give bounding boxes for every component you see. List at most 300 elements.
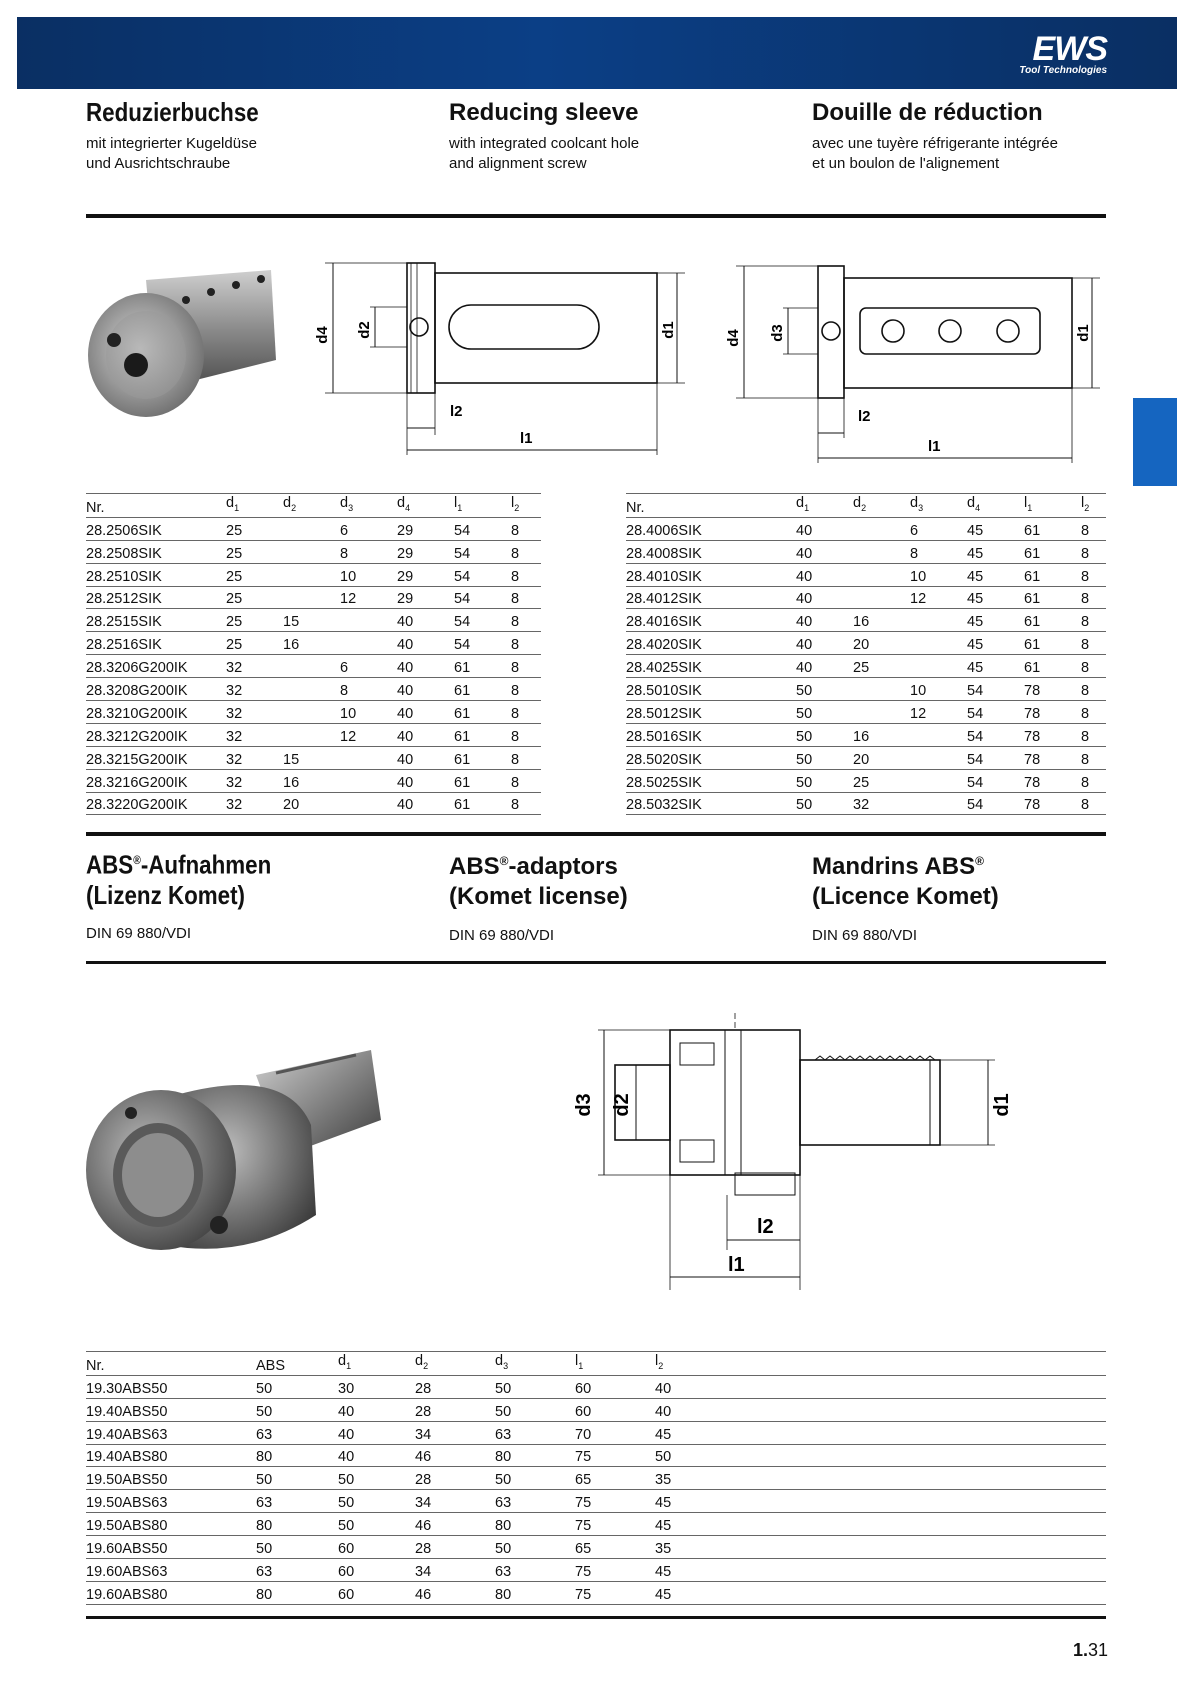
- table-cell: 34: [415, 1559, 495, 1582]
- brand-tagline: Tool Technologies: [1019, 65, 1107, 76]
- table-cell: 54: [967, 746, 1024, 769]
- col-l2: $l_2$: [511, 494, 541, 518]
- table-cell: 28.2506SIK: [86, 517, 226, 540]
- table-cell: 61: [454, 746, 511, 769]
- table-row: [626, 769, 1106, 792]
- table-cell: 32: [226, 701, 283, 724]
- section2-title-en: ABS®-adaptors: [449, 853, 618, 880]
- section2-en: [449, 846, 628, 946]
- drawing-a-d4: d4: [314, 326, 331, 344]
- table-cell: 80: [495, 1581, 575, 1604]
- table-cell: [853, 701, 910, 724]
- table-cell: 25: [853, 655, 910, 678]
- table-row: [86, 1444, 1106, 1467]
- table-cell: 54: [454, 632, 511, 655]
- table-cell: 10: [340, 701, 397, 724]
- section1-title-fr: Douille de réduction: [812, 99, 1043, 126]
- table-cell: 45: [655, 1513, 1106, 1536]
- table-cell: 75: [575, 1581, 655, 1604]
- table-cell: 54: [454, 517, 511, 540]
- table-cell: 63: [256, 1421, 338, 1444]
- table-cell: 54: [967, 723, 1024, 746]
- table-cell: [910, 723, 967, 746]
- table-row: [86, 769, 541, 792]
- table-cell: 25: [226, 563, 283, 586]
- table-row: [86, 1398, 1106, 1421]
- table-cell: 61: [1024, 609, 1081, 632]
- table-row: [86, 609, 541, 632]
- table-cell: 61: [1024, 632, 1081, 655]
- col-d2: $d_2$: [853, 494, 910, 518]
- section2-rule: [86, 961, 1106, 964]
- table-cell: 54: [967, 769, 1024, 792]
- table-cell: 50: [256, 1536, 338, 1559]
- section2-title2-de: (Lizenz Komet): [86, 879, 246, 910]
- ews-logo: [1019, 31, 1107, 76]
- table-cell: [910, 792, 967, 815]
- table-cell: 28.4010SIK: [626, 563, 796, 586]
- table-cell: [283, 517, 340, 540]
- abs-adaptor-table: [86, 1351, 1106, 1605]
- table-cell: 60: [575, 1375, 655, 1398]
- col-d4: $d_4$: [397, 494, 454, 518]
- table-cell: 8: [1081, 586, 1106, 609]
- table-row: [86, 701, 541, 724]
- table-cell: 19.40ABS80: [86, 1444, 256, 1467]
- table-cell: 28: [415, 1398, 495, 1421]
- table-cell: 54: [967, 701, 1024, 724]
- table-cell: 50: [338, 1513, 415, 1536]
- section2-de: [86, 845, 301, 944]
- table-cell: 45: [655, 1559, 1106, 1582]
- table-row: [86, 1513, 1106, 1536]
- section2-fr: [812, 846, 999, 946]
- section1-title-de: Reduzierbuchse: [86, 97, 259, 127]
- table-cell: 28.3212G200IK: [86, 723, 226, 746]
- table-cell: 32: [226, 746, 283, 769]
- table-row: [626, 609, 1106, 632]
- col-d3: $d_3$: [495, 1352, 575, 1376]
- table-cell: 35: [655, 1467, 1106, 1490]
- table-cell: 8: [340, 678, 397, 701]
- table-cell: 8: [1081, 540, 1106, 563]
- table-cell: [910, 632, 967, 655]
- table-cell: 8: [511, 723, 541, 746]
- table-cell: 12: [340, 586, 397, 609]
- table-cell: 34: [415, 1421, 495, 1444]
- table-cell: 50: [796, 723, 853, 746]
- table-cell: [853, 517, 910, 540]
- table-row: [86, 1375, 1106, 1398]
- section2-title-de: ABS®-Aufnahmen: [86, 849, 272, 880]
- table-cell: 8: [511, 632, 541, 655]
- table-cell: 28.4008SIK: [626, 540, 796, 563]
- table-cell: 8: [511, 540, 541, 563]
- table-cell: 60: [338, 1581, 415, 1604]
- table-cell: 8: [511, 746, 541, 769]
- table-cell: 61: [454, 769, 511, 792]
- table-cell: 61: [454, 792, 511, 815]
- col-nr: Nr.: [86, 494, 226, 518]
- table-cell: 61: [454, 701, 511, 724]
- table-cell: 28.2512SIK: [86, 586, 226, 609]
- table-cell: 32: [226, 792, 283, 815]
- table-cell: 16: [283, 769, 340, 792]
- table-row: [626, 586, 1106, 609]
- col-abs: ABS: [256, 1352, 338, 1376]
- table-cell: 8: [1081, 723, 1106, 746]
- table-cell: 45: [967, 609, 1024, 632]
- abs-adaptor-drawing: [540, 1005, 1040, 1290]
- drawing-b-d3: d3: [769, 324, 786, 342]
- table-cell: 40: [397, 746, 454, 769]
- table-cell: 28.2516SIK: [86, 632, 226, 655]
- table-cell: 40: [655, 1398, 1106, 1421]
- col-nr: Nr.: [86, 1352, 256, 1376]
- table-cell: 78: [1024, 769, 1081, 792]
- table-cell: 25: [853, 769, 910, 792]
- section1-line1-de: mit integrierter Kugeldüse: [86, 135, 257, 152]
- table-cell: 40: [397, 632, 454, 655]
- table-cell: 45: [655, 1421, 1106, 1444]
- section1-rule: [86, 214, 1106, 218]
- table-cell: 60: [338, 1536, 415, 1559]
- section1-fr: [812, 98, 1058, 174]
- col-l1: $l_1$: [575, 1352, 655, 1376]
- drawing-c-d2: d2: [611, 1093, 633, 1117]
- table-cell: 6: [340, 655, 397, 678]
- table-cell: 40: [338, 1398, 415, 1421]
- table-cell: 8: [511, 609, 541, 632]
- table-cell: 60: [575, 1398, 655, 1421]
- table-cell: 25: [226, 632, 283, 655]
- table-cell: 54: [967, 792, 1024, 815]
- col-l2: $l_2$: [1081, 494, 1106, 518]
- table-cell: 8: [1081, 792, 1106, 815]
- table-cell: 78: [1024, 723, 1081, 746]
- table-cell: [283, 540, 340, 563]
- col-l1: $l_1$: [1024, 494, 1081, 518]
- table-cell: 65: [575, 1536, 655, 1559]
- table-cell: 75: [575, 1444, 655, 1467]
- table-cell: 50: [495, 1398, 575, 1421]
- table-row: [86, 586, 541, 609]
- table-cell: 29: [397, 563, 454, 586]
- brand-name: EWS: [1032, 30, 1107, 68]
- table-cell: 8: [1081, 609, 1106, 632]
- col-d1: $d_1$: [796, 494, 853, 518]
- table-cell: 28.3216G200IK: [86, 769, 226, 792]
- table-cell: 28.5016SIK: [626, 723, 796, 746]
- table-cell: 8: [511, 563, 541, 586]
- table-cell: 34: [415, 1490, 495, 1513]
- table-cell: 28: [415, 1375, 495, 1398]
- table-row: [626, 723, 1106, 746]
- table-cell: 40: [397, 723, 454, 746]
- bottom-rule: [86, 1616, 1106, 1619]
- table-cell: 28.4020SIK: [626, 632, 796, 655]
- table-cell: 50: [338, 1490, 415, 1513]
- drawing-b-l2: l2: [858, 408, 871, 425]
- table-cell: 40: [397, 769, 454, 792]
- table-cell: 61: [454, 723, 511, 746]
- reducing-sleeve-photo: [86, 270, 276, 430]
- table-cell: 45: [967, 563, 1024, 586]
- table-cell: 8: [1081, 769, 1106, 792]
- table-cell: [283, 678, 340, 701]
- col-l1: $l_1$: [454, 494, 511, 518]
- table-cell: 8: [511, 701, 541, 724]
- table-cell: 28.5032SIK: [626, 792, 796, 815]
- table-row: [86, 1467, 1106, 1490]
- table-cell: 16: [853, 723, 910, 746]
- section1-en: [449, 98, 639, 174]
- table-cell: 78: [1024, 678, 1081, 701]
- table-cell: 45: [967, 655, 1024, 678]
- table-cell: 19.60ABS80: [86, 1581, 256, 1604]
- table-cell: 8: [340, 540, 397, 563]
- table-cell: 15: [283, 609, 340, 632]
- table-cell: 29: [397, 517, 454, 540]
- table-header-row: [86, 494, 541, 518]
- table-cell: 19.40ABS63: [86, 1421, 256, 1444]
- section1-line2-en: and alignment screw: [449, 155, 587, 172]
- table-row: [86, 792, 541, 815]
- table-row: [626, 792, 1106, 815]
- table-cell: 54: [454, 609, 511, 632]
- section1-de: [86, 97, 287, 174]
- table-cell: [283, 701, 340, 724]
- reducing-sleeve-drawing-b: [725, 258, 1103, 468]
- table-cell: 78: [1024, 701, 1081, 724]
- table-cell: 50: [256, 1398, 338, 1421]
- table-row: [86, 540, 541, 563]
- table-cell: 8: [511, 586, 541, 609]
- table-cell: 8: [511, 678, 541, 701]
- table-cell: [283, 563, 340, 586]
- table-cell: 50: [796, 769, 853, 792]
- table-cell: 50: [796, 678, 853, 701]
- table-cell: 8: [511, 517, 541, 540]
- table-row: [86, 1559, 1106, 1582]
- table-cell: 40: [338, 1421, 415, 1444]
- table-cell: 25: [226, 540, 283, 563]
- table-row: [86, 632, 541, 655]
- table-cell: 19.50ABS80: [86, 1513, 256, 1536]
- table-cell: 20: [853, 746, 910, 769]
- col-d2: $d_2$: [283, 494, 340, 518]
- table-cell: 6: [910, 517, 967, 540]
- table-cell: [853, 540, 910, 563]
- table-cell: 45: [967, 632, 1024, 655]
- table-cell: 54: [967, 678, 1024, 701]
- table-cell: 50: [796, 701, 853, 724]
- table-cell: 25: [226, 517, 283, 540]
- table-cell: [910, 609, 967, 632]
- table-row: [86, 723, 541, 746]
- table-cell: 8: [1081, 701, 1106, 724]
- table-cell: 30: [338, 1375, 415, 1398]
- table-cell: 28.4006SIK: [626, 517, 796, 540]
- table-cell: 63: [495, 1559, 575, 1582]
- table-cell: 29: [397, 540, 454, 563]
- table-cell: 28.5010SIK: [626, 678, 796, 701]
- table-cell: 45: [655, 1490, 1106, 1513]
- drawing-c-l1: l1: [728, 1254, 745, 1276]
- table-row: [86, 655, 541, 678]
- table-cell: 40: [338, 1444, 415, 1467]
- table-cell: 75: [575, 1490, 655, 1513]
- table-cell: 19.50ABS50: [86, 1467, 256, 1490]
- table-cell: 40: [796, 609, 853, 632]
- table-cell: 45: [967, 586, 1024, 609]
- reducing-sleeve-table-right: [626, 493, 1106, 815]
- table-cell: 65: [575, 1467, 655, 1490]
- section1-line1-en: with integrated coolcant hole: [449, 135, 640, 152]
- table-cell: 28.3206G200IK: [86, 655, 226, 678]
- table-cell: 8: [511, 655, 541, 678]
- table-cell: [340, 792, 397, 815]
- col-d1: $d_1$: [338, 1352, 415, 1376]
- header-banner: [17, 17, 1177, 89]
- table-cell: 8: [1081, 746, 1106, 769]
- table-cell: 50: [338, 1467, 415, 1490]
- table-row: [626, 655, 1106, 678]
- table-cell: 15: [283, 746, 340, 769]
- table-cell: 40: [796, 517, 853, 540]
- table-cell: 10: [340, 563, 397, 586]
- section2-sub-en: DIN 69 880/VDI: [449, 927, 555, 944]
- table-cell: 61: [454, 655, 511, 678]
- table-row: [86, 1421, 1106, 1444]
- table-cell: 19.60ABS63: [86, 1559, 256, 1582]
- table-cell: 80: [256, 1581, 338, 1604]
- table-row: [86, 517, 541, 540]
- col-l2: $l_2$: [655, 1352, 1106, 1376]
- table-cell: 28.2515SIK: [86, 609, 226, 632]
- table-cell: 28: [415, 1536, 495, 1559]
- table-cell: 75: [575, 1513, 655, 1536]
- table-cell: [910, 746, 967, 769]
- table-cell: 46: [415, 1581, 495, 1604]
- table-cell: 8: [511, 769, 541, 792]
- table-cell: 10: [910, 563, 967, 586]
- table-cell: 75: [575, 1559, 655, 1582]
- col-d3: $d_3$: [340, 494, 397, 518]
- drawing-c-d3: d3: [573, 1093, 595, 1117]
- table-cell: 29: [397, 586, 454, 609]
- table-cell: [853, 586, 910, 609]
- table-cell: 19.50ABS63: [86, 1490, 256, 1513]
- table-cell: 8: [1081, 678, 1106, 701]
- table-cell: [853, 563, 910, 586]
- table-cell: 8: [511, 792, 541, 815]
- table-row: [626, 701, 1106, 724]
- table-cell: 40: [397, 655, 454, 678]
- table-cell: 40: [796, 563, 853, 586]
- table-cell: 54: [454, 563, 511, 586]
- table-cell: [340, 746, 397, 769]
- table-cell: 28.2510SIK: [86, 563, 226, 586]
- table-cell: 60: [338, 1559, 415, 1582]
- table-cell: 8: [1081, 563, 1106, 586]
- table-cell: 40: [397, 609, 454, 632]
- table-cell: 28.5025SIK: [626, 769, 796, 792]
- table-cell: 50: [256, 1467, 338, 1490]
- page-number: 1.31: [1072, 1640, 1108, 1660]
- section1-line2-de: und Ausrichtschraube: [86, 155, 231, 172]
- drawing-a-d2: d2: [356, 321, 373, 339]
- table-cell: 12: [910, 586, 967, 609]
- table-cell: 80: [495, 1444, 575, 1467]
- col-nr: Nr.: [626, 494, 796, 518]
- section2-sub-fr: DIN 69 880/VDI: [812, 927, 918, 944]
- table-cell: 54: [454, 540, 511, 563]
- section2-rule-top: [86, 832, 1106, 836]
- table-cell: 19.30ABS50: [86, 1375, 256, 1398]
- table-cell: 50: [796, 746, 853, 769]
- table-cell: 40: [796, 632, 853, 655]
- table-cell: 28.3210G200IK: [86, 701, 226, 724]
- table-cell: 50: [796, 792, 853, 815]
- table-cell: 50: [256, 1375, 338, 1398]
- table-row: [86, 678, 541, 701]
- table-cell: 40: [796, 586, 853, 609]
- table-row: [626, 540, 1106, 563]
- table-cell: 63: [495, 1421, 575, 1444]
- table-cell: 50: [495, 1467, 575, 1490]
- table-row: [626, 632, 1106, 655]
- drawing-a-d1: d1: [660, 321, 677, 339]
- table-cell: 20: [283, 792, 340, 815]
- section2-title2-fr: (Licence Komet): [812, 883, 999, 910]
- table-cell: 32: [226, 769, 283, 792]
- table-cell: 61: [454, 678, 511, 701]
- table-cell: 28.4016SIK: [626, 609, 796, 632]
- table-cell: 8: [1081, 517, 1106, 540]
- table-cell: 32: [226, 678, 283, 701]
- table-cell: 28.4012SIK: [626, 586, 796, 609]
- table-cell: 46: [415, 1513, 495, 1536]
- col-d4: $d_4$: [967, 494, 1024, 518]
- table-cell: 28.2508SIK: [86, 540, 226, 563]
- table-cell: 61: [1024, 517, 1081, 540]
- table-cell: 28.5020SIK: [626, 746, 796, 769]
- reducing-sleeve-drawing-a: [315, 255, 690, 465]
- drawing-c-d1: d1: [991, 1093, 1013, 1117]
- drawing-b-l1: l1: [928, 438, 941, 455]
- table-cell: 40: [796, 655, 853, 678]
- table-cell: 12: [910, 701, 967, 724]
- table-cell: 8: [1081, 632, 1106, 655]
- table-cell: 8: [1081, 655, 1106, 678]
- table-cell: 28.5012SIK: [626, 701, 796, 724]
- table-cell: 50: [495, 1536, 575, 1559]
- table-cell: [340, 769, 397, 792]
- table-cell: 61: [1024, 586, 1081, 609]
- section2-title-fr: Mandrins ABS®: [812, 853, 984, 880]
- table-cell: 70: [575, 1421, 655, 1444]
- table-cell: 28: [415, 1467, 495, 1490]
- table-cell: 28.4025SIK: [626, 655, 796, 678]
- table-cell: 16: [283, 632, 340, 655]
- table-cell: 32: [853, 792, 910, 815]
- table-cell: 32: [226, 655, 283, 678]
- table-cell: 40: [796, 540, 853, 563]
- drawing-a-l1: l1: [520, 430, 533, 447]
- table-cell: 63: [256, 1490, 338, 1513]
- table-cell: [853, 678, 910, 701]
